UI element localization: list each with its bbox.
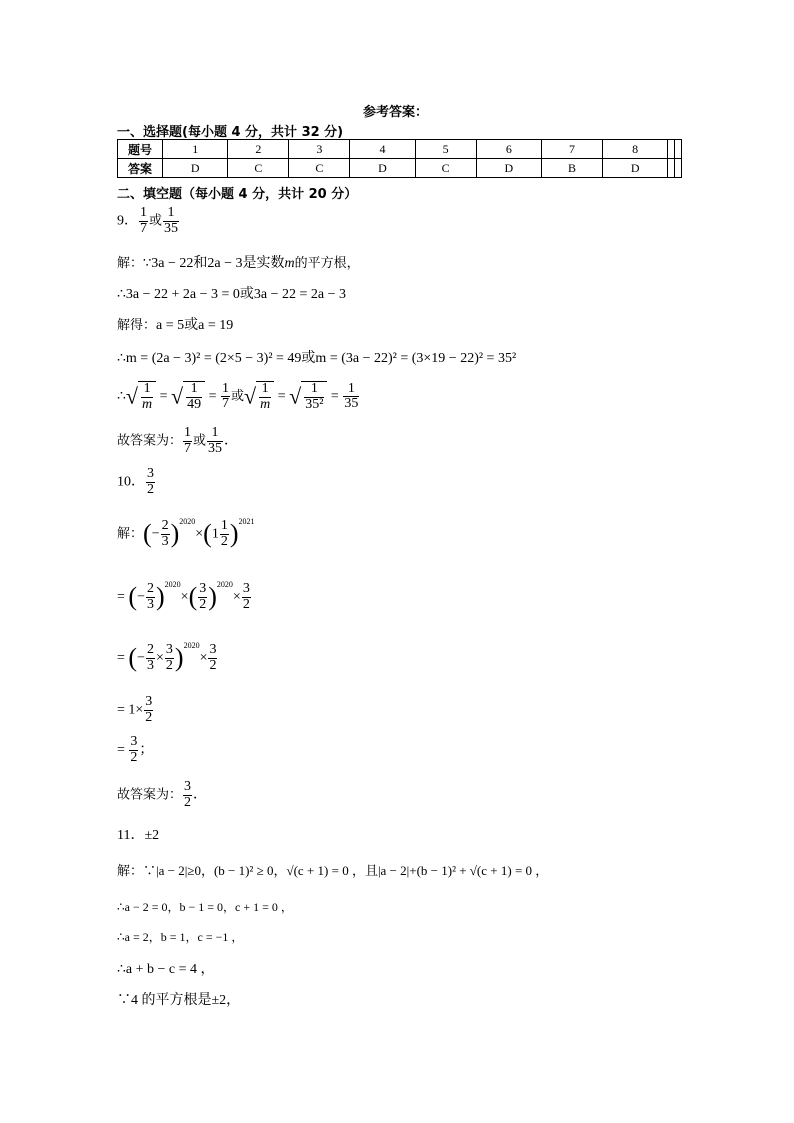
q9-expr: 3a − 22和2a − 3是实数 <box>151 256 285 271</box>
q9-answer-line <box>117 206 180 236</box>
table-row-numbers <box>118 140 682 159</box>
section1-heading: 一、选择题(每小题 4 分，共计 32 分) <box>117 125 344 140</box>
table-cell: 8 <box>602 140 667 159</box>
q11-line1: 解：∵|a − 2|≥0，(b − 1)² ≥ 0，√(c + 1) = 0 ，且|a − 2|+(b − 1)² + √(c + 1) = 0 ， <box>117 863 549 878</box>
table-cell: C <box>289 159 350 178</box>
q9-line1: 解：∵3a − 22和2a − 3是实数m的平方根， <box>117 256 360 271</box>
q9-final-answer: 故答案为： $\frac{1}{7}$ 或 $\frac{1}{35}$ ． <box>117 425 239 456</box>
q9-line4: ∴m = (2a − 3)² = (2×5 − 3)² = 49或m = (3a − 22)² = (3×19 − 22)² = 35² <box>117 351 517 366</box>
q10-final-answer: 故答案为： $\frac{3}{2}$ ． <box>117 779 208 810</box>
q11-answer-line: 11．±2 <box>117 828 160 843</box>
page-title: 参考答案： <box>363 105 429 120</box>
table-cell: 7 <box>542 140 603 159</box>
table-cell <box>675 159 682 178</box>
table-cell: C <box>228 159 289 178</box>
table-cell: 6 <box>476 140 541 159</box>
q10-line5: = $\frac{3}{2}$ ； <box>117 734 154 765</box>
table-cell: 4 <box>350 140 415 159</box>
sqrt: √ $\frac{1}{m}$ <box>126 381 156 412</box>
table-cell <box>675 140 682 159</box>
section2-heading: 二、填空题（每小题 4 分，共计 20 分） <box>117 187 358 202</box>
q10-line4: = 1× $\frac{3}{2}$ <box>117 694 153 725</box>
table-cell: D <box>602 159 667 178</box>
q10-line2: = (− $\frac{2}{3}$ )$^{2020}$×( $\frac{3}{2}$ )$^{2020}$× $\frac{3}{2}$ <box>117 579 250 612</box>
q10-line3: = (− $\frac{2}{3}$ × $\frac{3}{2}$ )$^{2020}$× $\frac{3}{2}$ <box>117 640 217 673</box>
q9-line3: 解得：a = 5或a = 19 <box>117 318 234 333</box>
q11-line3: ∴a = 2，b = 1，c = −1 ， <box>117 930 244 944</box>
table-cell: D <box>350 159 415 178</box>
q10-answer-line <box>117 467 156 497</box>
q11-line4: ∴a + b − c = 4 ， <box>117 962 215 977</box>
fraction: $\frac{1}{35}$ <box>344 380 359 412</box>
table-head-number: 题号 <box>118 140 163 159</box>
sqrt: √ $\frac{1}{49}$ <box>171 381 205 412</box>
fraction: $\frac{1}{7}$ <box>222 380 230 412</box>
table-cell: D <box>476 159 541 178</box>
q9-number: 9． <box>117 213 138 229</box>
table-cell: 2 <box>228 140 289 159</box>
table-cell <box>668 159 675 178</box>
table-row-answers <box>118 159 682 178</box>
fraction: $\frac{3}{2}$ <box>147 466 154 497</box>
fraction: $\frac{1}{7}$ <box>140 205 147 236</box>
table-cell: 1 <box>163 140 228 159</box>
q10-line1: 解：(− $\frac{2}{3}$ )$^{2020}$×(1 $\frac{1}{2}$ )$^{2021}$ <box>117 516 255 549</box>
table-cell: 5 <box>415 140 476 159</box>
answer-table <box>117 139 682 178</box>
fraction: $\frac{1}{35}$ <box>164 205 179 236</box>
q10-number: 10． <box>117 474 145 490</box>
or-text: 或 <box>149 213 163 229</box>
table-head-answer: 答案 <box>118 159 163 178</box>
table-cell <box>668 140 675 159</box>
q11-number: 11． <box>117 828 145 843</box>
table-cell: C <box>415 159 476 178</box>
q9-line2: ∴3a − 22 + 2a − 3 = 0或3a − 22 = 2a − 3 <box>117 287 347 302</box>
table-cell: B <box>542 159 603 178</box>
q9-line5: ∴√ $\frac{1}{m}$ = √ $\frac{1}{49}$ = $\frac{1}{7}$ 或√ $\frac{1}{m}$ = √ $\frac{1}{\text{35²}}$ = $\frac{1}{35}$ <box>117 380 359 412</box>
sqrt: √ $\frac{1}{m}$ <box>244 381 274 412</box>
sqrt: √ $\frac{1}{\text{35²}}$ <box>289 381 327 412</box>
table-cell: D <box>163 159 228 178</box>
m-var: m <box>284 256 295 271</box>
q11-line2: ∴a − 2 = 0，b − 1 = 0，c + 1 = 0 ， <box>117 900 293 914</box>
table-cell: 3 <box>289 140 350 159</box>
q11-line5: ∵4 的平方根是±2， <box>117 993 241 1008</box>
